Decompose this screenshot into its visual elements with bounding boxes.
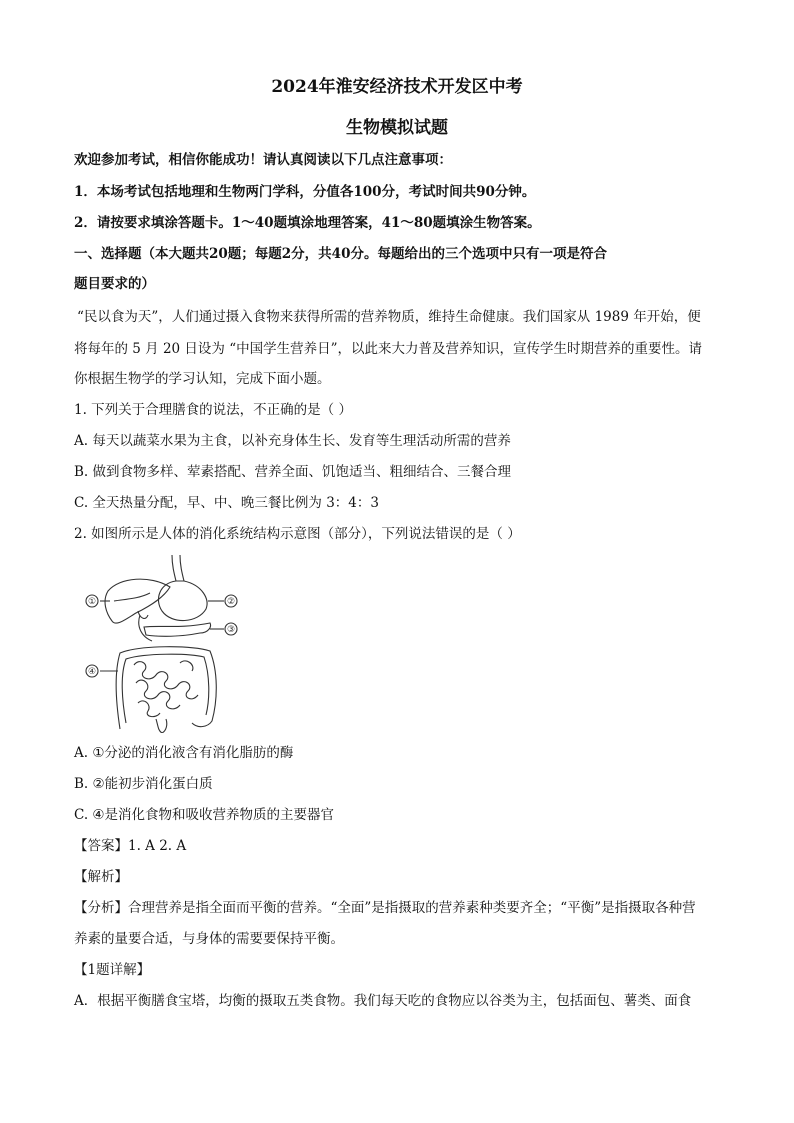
- question-2-option-a: A. ①分泌的消化液含有消化脂肪的酶: [74, 745, 294, 761]
- question-2-option-c: C. ④是消化食物和吸收营养物质的主要器官: [74, 807, 335, 823]
- small-intestine-shape: [134, 661, 198, 717]
- answer-line: [74, 836, 724, 856]
- diagram-label-2: ②: [226, 597, 236, 607]
- pancreas-shape: [144, 623, 211, 636]
- notice-intro: 欢迎参加考试，相信你能成功！请认真阅读以下几点注意事项：: [74, 152, 452, 168]
- section-heading-line-1: 一、选择题（本大题共20题；每题2分，共40分。每题给出的三个选项中只有一项是符合: [74, 246, 607, 262]
- esophagus-shape: [172, 555, 184, 581]
- notice-item-2: 2．请按要求填涂答题卡。1～40题填涂地理答案，41～80题填涂生物答案。: [74, 215, 541, 231]
- fenxi-text-1: 合理营养是指全面而平衡的营养。“全面”是指摄取的营养素种类要齐全；“平衡”是指摄取各种营: [128, 900, 696, 916]
- fenxi-tag: 【分析】: [74, 900, 128, 916]
- question-1-stem: 1. 下列关于合理膳食的说法，不正确的是（ ）: [74, 402, 352, 418]
- exam-subtitle: 生物模拟试题: [346, 118, 448, 138]
- question-1-option-c: C. 全天热量分配，早、中、晚三餐比例为 3：4：3: [74, 495, 379, 511]
- passage-line-3: 你根据生物学的学习认知，完成下面小题。: [74, 371, 331, 387]
- diagram-label-4: ④: [87, 667, 97, 677]
- diagram-label-3: ③: [226, 625, 236, 635]
- question-2-option-b: B. ②能初步消化蛋白质: [74, 776, 213, 792]
- digestive-system-diagram: [80, 553, 250, 733]
- passage-line-1: “民以食为天”，人们通过摄入食物来获得所需的营养物质，维持生命健康。我们国家从 1989 年开始，便: [77, 309, 701, 325]
- exam-title: 2024年淮安经济技术开发区中考: [271, 77, 523, 97]
- stomach-shape: [158, 581, 207, 621]
- passage-line-2: 将每年的 5 月 20 日设为 “中国学生营养日”，以此来大力普及营养知识，宣传学生时期营养的重要性。请: [74, 341, 703, 357]
- notice-item-1: 1．本场考试包括地理和生物两门学科，分值各100分，考试时间共90分钟。: [74, 184, 536, 200]
- answer-tag: 【答案】: [74, 838, 128, 854]
- diagram-label-1: ①: [87, 597, 97, 607]
- fenxi-line-1: [74, 898, 724, 918]
- question-1-option-a: A. 每天以蔬菜水果为主食，以补充身体生长、发育等生理活动所需的营养: [74, 433, 511, 449]
- fenxi-line-2: 养素的量要合适，与身体的需要要保持平衡。: [74, 931, 344, 947]
- q1-detail-line-1: A．根据平衡膳食宝塔，均衡的摄取五类食物。我们每天吃的食物应以谷类为主，包括面包、薯类、面食: [74, 993, 692, 1009]
- analysis-tag: 【解析】: [74, 869, 128, 885]
- q1-detail-tag: 【1题详解】: [74, 962, 151, 978]
- question-1-option-b: B. 做到食物多样、荤素搭配、营养全面、饥饱适当、粗细结合、三餐合理: [74, 464, 512, 480]
- question-2-stem: 2. 如图所示是人体的消化系统结构示意图（部分），下列说法错误的是（ ）: [74, 526, 521, 542]
- answer-text: 1. A 2. A: [128, 838, 187, 854]
- section-heading-line-2: 题目要求的）: [74, 276, 155, 292]
